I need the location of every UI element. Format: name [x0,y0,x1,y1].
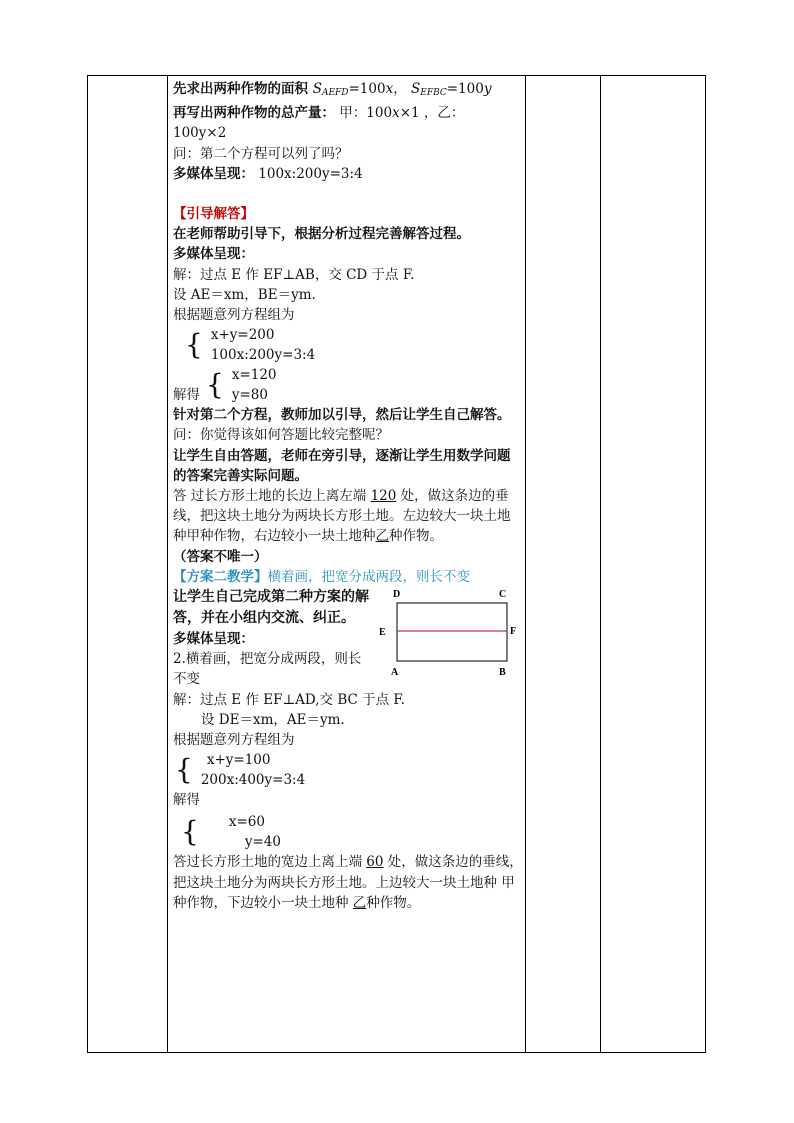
solution-line-1: 解：过点 E 作 EF⊥AB，交 CD 于点 F. [173,266,415,283]
brace-symbol: { [206,368,224,402]
yield-line-cont: 100y×2 [173,125,227,142]
plan2-instruction: 让学生自己完成第二种方案的解答，并在小组内交流、纠正。 [173,589,369,627]
equation-system-1 [173,325,523,365]
label-c: C [499,589,507,601]
answer-2: 答过长方形土地的宽边上离上端 60 处，做这条边的垂线，把这块土地分为两块长方形土地。上边较大一块土地种 甲种作物，下边较小一块土地种 乙种作物。 [173,854,523,911]
result-system-2 [173,812,523,852]
equation: x+y=100 [206,752,271,769]
teacher-note: 针对第二个方程，教师加以引导，然后让学生自己解答。 [173,407,511,424]
area-line: 先求出两种作物的面积 $S_{AEFD}=100x$， $S_{EFBC}=100y$ [173,81,492,98]
result-system-1 [173,365,523,405]
label-b: B [499,667,506,679]
brace-symbol: { [185,328,203,362]
solution2-line-1: 解：过点 E 作 EF⊥AD,交 BC 于点 F. [173,691,405,708]
rectangle-diagram [373,587,523,690]
label-f: F [510,626,517,638]
solution-line-3: 根据题意列方程组为 [173,307,295,324]
column-divider-3 [600,75,601,1053]
plan2-desc: 2.横着画，把宽分成两段，则长不变 [173,651,362,688]
media-line: 多媒体呈现： 100x:200y=3:4 [173,165,363,182]
equation-system-2 [173,750,523,790]
not-unique-note: （答案不唯一） [173,548,268,565]
equation: 100x:200y=3:4 [210,347,316,364]
equation: 200x:400y=3:4 [200,772,306,789]
question-line-2: 问：你觉得该如何答题比较完整呢？ [173,427,389,444]
solution-line-2: 设 AE＝xm，BE＝ym. [173,286,316,303]
equation: x=60 [228,814,265,831]
equation: x+y=200 [210,327,275,344]
equation: y=80 [231,387,268,404]
yield-line: 再写出两种作物的总产量： 甲：100x×1 ，乙： [173,105,465,122]
label-e: E [379,627,386,639]
media-label-2: 多媒体呈现： [173,631,254,648]
teacher-note-2: 让学生自由答题，老师在旁引导，逐渐让学生用数学问题的答案完善实际问题。 [173,447,511,484]
plan2-heading: 【方案二教学】横着画，把宽分成两段，则长不变 [173,568,470,585]
brace-symbol: { [181,815,199,849]
solution2-line-2: 设 DE＝xm，AE＝ym. [201,711,345,728]
guide-heading: 【引导解答】 [173,206,254,223]
solution2-line-3: 根据题意列方程组为 [173,732,295,749]
equation: y=40 [244,834,281,851]
solve2-label: 解得 [173,792,200,809]
column-divider-2 [525,75,526,1053]
brace-symbol: { [175,753,193,787]
media-label: 多媒体呈现： [173,246,254,263]
rectangle-figure [373,587,523,679]
plan2-section [173,587,523,690]
answer-1: 答 过长方形土地的长边上离左端 120 处，做这条边的垂线，把这块土地分为两块长方形土地。左边较大一块土地种甲种作物，右边较小一块土地种乙种作物。 [173,488,511,545]
spacer [173,184,523,204]
column-divider-1 [167,75,168,1053]
guide-text: 在老师帮助引导下，根据分析过程完善解答过程。 [173,226,470,243]
lesson-content-cell [173,79,523,913]
solve-label: 解得 [173,387,200,404]
label-a: A [391,667,399,679]
equation: x=120 [231,367,277,384]
label-d: D [393,589,401,601]
question-line: 问：第二个方程可以列了吗？ [173,145,349,162]
